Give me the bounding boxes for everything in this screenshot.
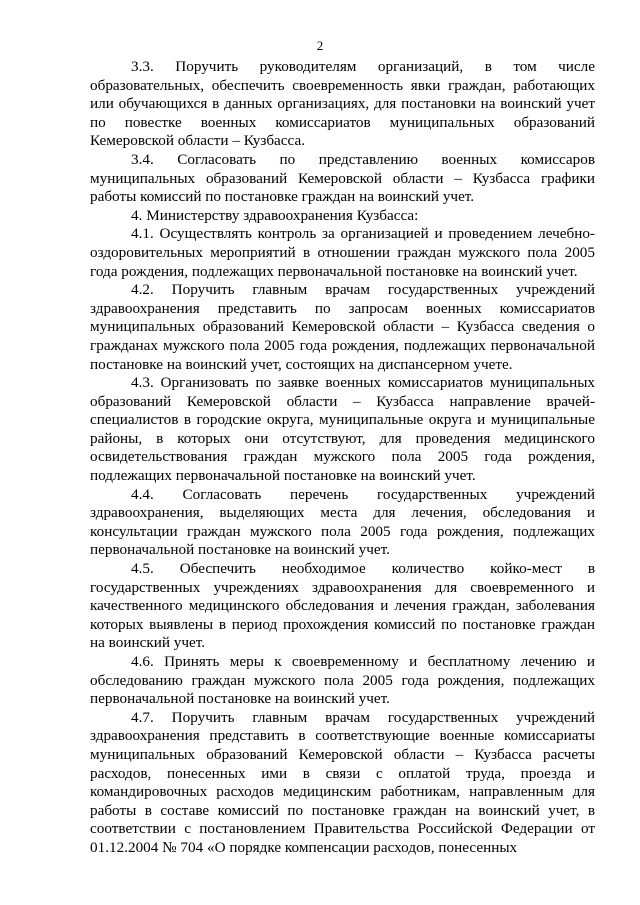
paragraph-4-3: 4.3. Организовать по заявке военных комиссариатов муниципальных образований Кемеровской области – Кузбасса направление врачей-специалистов в городские округа, муниципальные округа и муниципальные районы, в которых они отсутствуют, для проведения медицинского освидетельствования граждан мужского пола 2005 года рождения, подлежащих первоначальной постановке на воинский учет. (90, 374, 595, 485)
document-body (90, 58, 595, 858)
paragraph-4-5: 4.5. Обеспечить необходимое количество койко-мест в государственных учреждениях здравоохранения для своевременного и качественного медицинского обследования и лечения граждан, заболевания которых выявлены в период прохождения комиссий по постановке граждан на воинский учет. (90, 560, 595, 652)
paragraph-4-2: 4.2. Поручить главным врачам государственных учреждений здравоохранения представить по запросам военных комиссариатов муниципальных образований Кемеровской области – Кузбасса сведения о гражданах мужского пола 2005 года рождения, подлежащих первоначальной постановке на воинский учет, состоящих на диспансерном учете. (90, 281, 595, 373)
paragraph-3-3: 3.3. Поручить руководителям организаций, в том числе образовательных, обеспечить своевременность явки граждан, работающих или обучающихся в данных организациях, для постановки на воинский учет по повестке военных комиссариатов муниципальных образований Кемеровской области – Кузбасса. (90, 58, 595, 150)
paragraph-4-4: 4.4. Согласовать перечень государственных учреждений здравоохранения, выделяющих места для лечения, обследования и консультации граждан мужского пола 2005 года рождения, подлежащих первоначальной постановке на воинский учет. (90, 485, 595, 559)
paragraph-4-1: 4.1. Осуществлять контроль за организацией и проведением лечебно-оздоровительных мероприятий в отношении граждан мужского пола 2005 года рождения, подлежащих первоначальной постановке на воинский учет. (90, 225, 595, 280)
page-number: 2 (316, 38, 324, 53)
paragraph-4-7: 4.7. Поручить главным врачам государственных учреждений здравоохранения представить в соответствующие военные комиссариаты муниципальных образований Кемеровской области – Кузбасса расчеты расходов, понесенных ими в связи с оплатой труда, проезда и командировочных расходов медицинским работникам, направленным для работы в составе комиссий по постановке граждан на воинский учет, в соответствии с постановлением Правительства Российской Федерации от 01.12.2004 № 704 «О порядке компенсации расходов, понесенных (90, 708, 595, 856)
paragraph-4-6: 4.6. Принять меры к своевременному и бесплатному лечению и обследованию граждан мужского пола 2005 года рождения, подлежащих первоначальной постановке на воинский учет. (90, 653, 595, 708)
paragraph-4-heading: 4. Министерству здравоохранения Кузбасса: (131, 206, 419, 224)
paragraph-3-4: 3.4. Согласовать по представлению военных комиссаров муниципальных образований Кемеровской области – Кузбасса графики работы комиссий по постановке граждан на воинский учет. (90, 150, 595, 206)
